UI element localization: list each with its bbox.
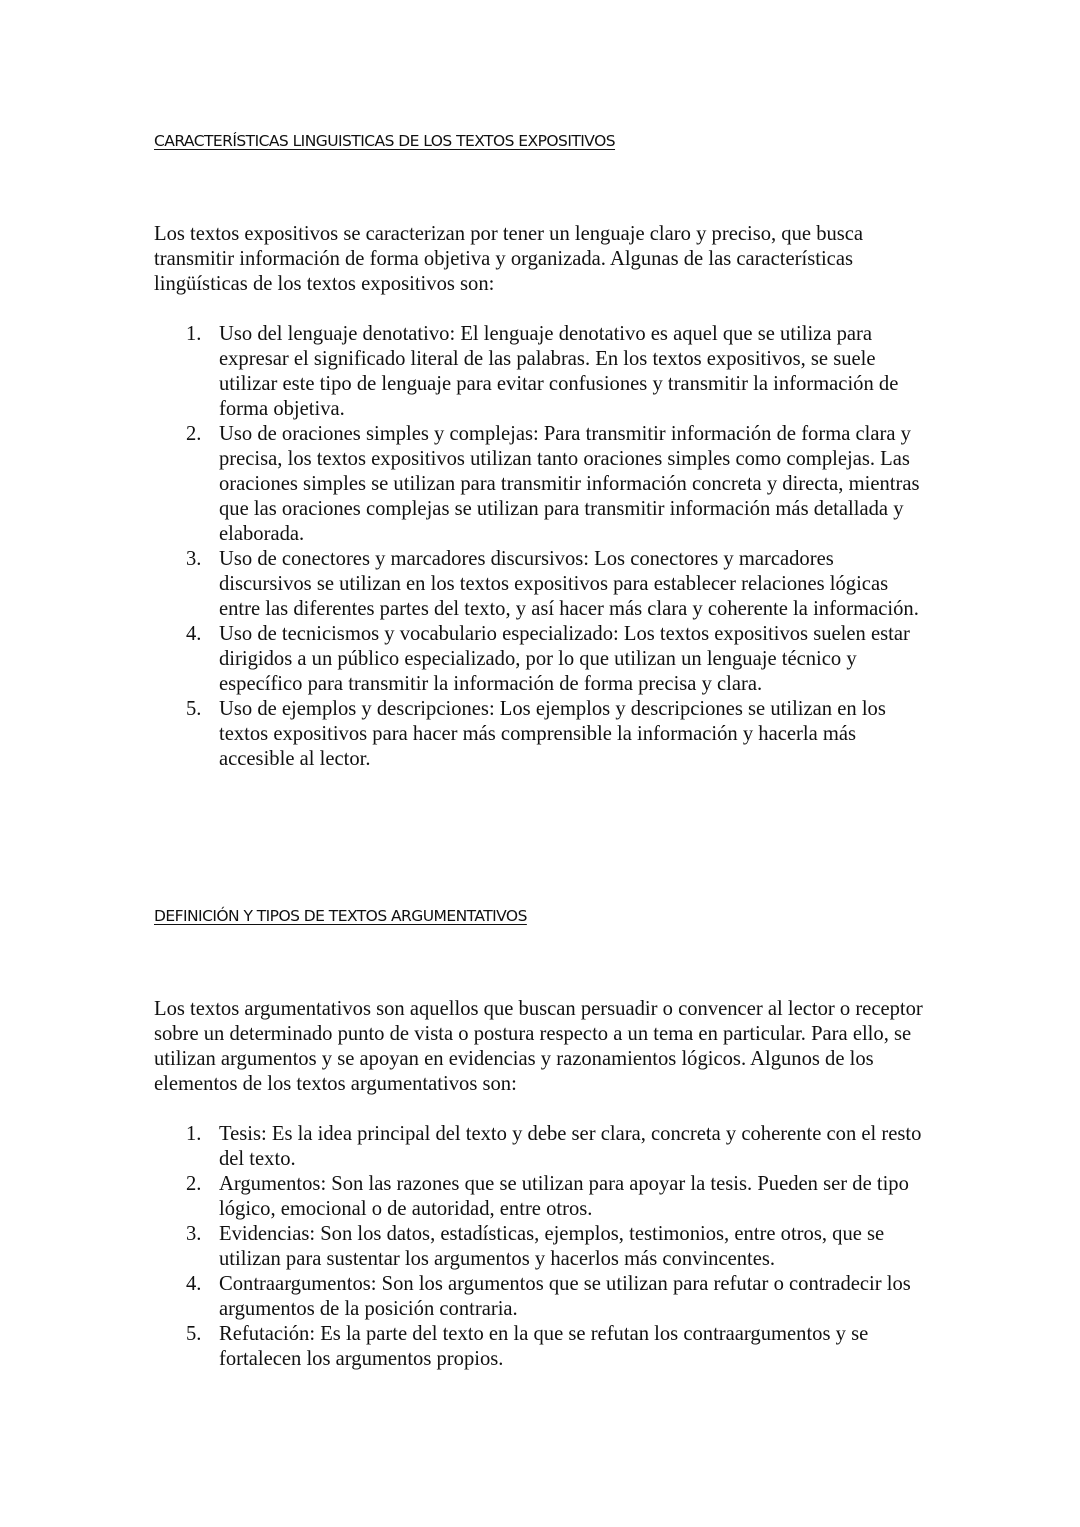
list-item — [186, 1222, 931, 1272]
list-item-text: Uso de conectores y marcadores discursivos: Los conectores y marcadores discursivos se utilizan en los textos expositivos para establecer relaciones lógicas entre las diferentes partes del texto, y así hacer más clara y coherente la información. — [219, 548, 919, 620]
list-item-text: Uso de tecnicismos y vocabulario especializado: Los textos expositivos suelen estar dirigidos a un público especializado, por lo que utilizan un lenguaje técnico y específico para transmitir la información de forma precisa y clara. — [219, 623, 910, 695]
list-item — [186, 547, 931, 622]
list-item-text: Tesis: Es la idea principal del texto y debe ser clara, concreta y coherente con el resto del texto. — [219, 1123, 922, 1170]
list-item-number: 4. — [186, 623, 202, 645]
list-item-text: Argumentos: Son las razones que se utilizan para apoyar la tesis. Pueden ser de tipo lógico, emocional o de autoridad, entre otros. — [219, 1173, 909, 1220]
section-heading-argumentativos: DEFINICIÓN Y TIPOS DE TEXTOS ARGUMENTATIVOS — [154, 907, 527, 925]
list-item-number: 5. — [186, 698, 202, 720]
list-item-text: Refutación: Es la parte del texto en la que se refutan los contraargumentos y se fortalecen los argumentos propios. — [219, 1323, 869, 1370]
list-item-text: Contraargumentos: Son los argumentos que se utilizan para refutar o contradecir los argumentos de la posición contraria. — [219, 1273, 911, 1320]
list-item — [186, 622, 931, 697]
list-caracteristicas-expositivos — [186, 322, 931, 772]
list-item-text: Uso del lenguaje denotativo: El lenguaje denotativo es aquel que se utiliza para expresar el significado literal de las palabras. En los textos expositivos, se suele utilizar este tipo de lenguaje para evitar confusiones y transmitir la información de forma objetiva. — [219, 323, 899, 420]
list-item-number: 4. — [186, 1273, 202, 1295]
section-heading-expositivos: CARACTERÍSTICAS LINGUISTICAS DE LOS TEXTOS EXPOSITIVOS — [154, 132, 616, 150]
list-item-number: 1. — [186, 1123, 202, 1145]
list-item-number: 5. — [186, 1323, 202, 1345]
list-item — [186, 422, 931, 547]
list-elementos-argumentativos — [186, 1122, 931, 1372]
list-item — [186, 697, 931, 772]
list-item-text: Uso de ejemplos y descripciones: Los ejemplos y descripciones se utilizan en los textos expositivos para hacer más comprensible la información y hacerla más accesible al lector. — [219, 698, 886, 770]
list-item-number: 3. — [186, 1223, 202, 1245]
list-item-number: 3. — [186, 548, 202, 570]
list-item-text: Evidencias: Son los datos, estadísticas, ejemplos, testimonios, entre otros, que se utilizan para sustentar los argumentos y hacerlos más convincentes. — [219, 1223, 885, 1270]
list-item — [186, 1322, 931, 1372]
list-item — [186, 322, 931, 422]
list-item-text: Uso de oraciones simples y complejas: Para transmitir información de forma clara y precisa, los textos expositivos utilizan tanto oraciones simples como complejas. Las oraciones simples se utilizan para transmitir información concreta y directa, mientras que las oraciones complejas se utilizan para transmitir información más detallada y elaborada. — [219, 423, 920, 545]
list-item — [186, 1122, 931, 1172]
intro-paragraph-argumentativos: Los textos argumentativos son aquellos que buscan persuadir o convencer al lector o receptor sobre un determinado punto de vista o postura respecto a un tema en particular. Para ello, se utilizan argumentos y se apoyan en evidencias y razonamientos lógicos. Algunos de los elementos de los textos argumentativos son: — [154, 998, 923, 1095]
list-item-number: 2. — [186, 1173, 202, 1195]
intro-paragraph-expositivos: Los textos expositivos se caracterizan por tener un lenguaje claro y preciso, que busca transmitir información de forma objetiva y organizada. Algunas de las características lingüísticas de los textos expositivos son: — [154, 223, 864, 295]
list-item-number: 1. — [186, 323, 202, 345]
list-item — [186, 1272, 931, 1322]
list-item-number: 2. — [186, 423, 202, 445]
list-item — [186, 1172, 931, 1222]
